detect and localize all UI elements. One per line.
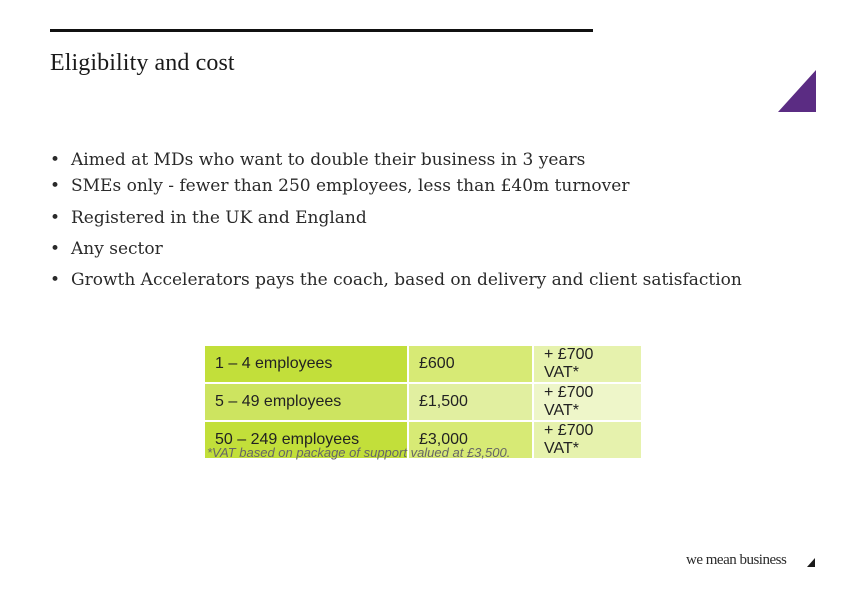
bullet-item: • Any sector [50, 239, 742, 270]
bullet-list [50, 150, 742, 298]
bullet-item: • SMEs only - fewer than 250 employees, less than £40m turnover [50, 176, 742, 208]
table-row [205, 384, 641, 422]
vat-footnote: *VAT based on package of support valued at £3,500. [207, 445, 511, 460]
slide-title: Eligibility and cost [50, 50, 235, 76]
price-cell: £3,000 [409, 422, 534, 460]
pricing-table [205, 346, 641, 460]
price-cell: £600 [409, 346, 534, 384]
vat-cell: + £700 VAT* [534, 346, 641, 384]
vat-cell: + £700 VAT* [534, 422, 641, 460]
employee-band-cell: 1 – 4 employees [205, 346, 409, 384]
top-divider [50, 29, 593, 32]
vat-cell: + £700 VAT* [534, 384, 641, 422]
bullet-item: • Registered in the UK and England [50, 208, 742, 239]
table-row [205, 346, 641, 384]
bullet-item: • Growth Accelerators pays the coach, based on delivery and client satisfaction [50, 270, 742, 298]
bullet-item: • Aimed at MDs who want to double their business in 3 years [50, 150, 742, 176]
price-cell: £1,500 [409, 384, 534, 422]
corner-triangle-icon [778, 70, 816, 112]
triangle-icon [807, 558, 815, 567]
employee-band-cell: 5 – 49 employees [205, 384, 409, 422]
employee-band-cell: 50 – 249 employees [205, 422, 409, 460]
brand-tagline: we mean business [686, 552, 787, 568]
